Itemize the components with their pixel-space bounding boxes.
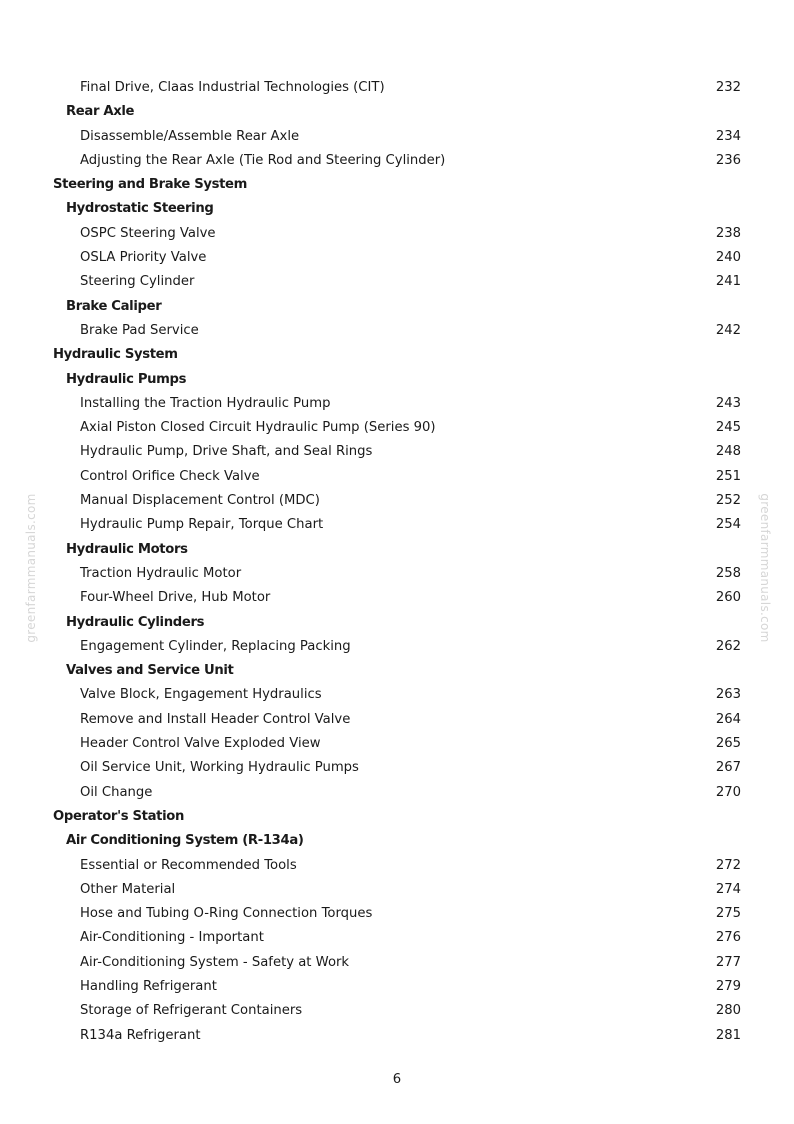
toc-entry-title: Valve Block, Engagement Hydraulics bbox=[80, 687, 322, 703]
toc-entry[interactable] bbox=[0, 246, 794, 270]
toc-entry-title: Remove and Install Header Control Valve bbox=[80, 711, 351, 727]
toc-entry-title: Disassemble/Assemble Rear Axle bbox=[80, 128, 300, 144]
toc-entry-title: Brake Caliper bbox=[66, 298, 162, 314]
toc-entry-page: 240 bbox=[715, 250, 741, 266]
toc-entry-page: 238 bbox=[715, 225, 741, 241]
toc-entry[interactable] bbox=[0, 781, 794, 805]
toc-entry[interactable] bbox=[0, 440, 794, 464]
toc-entry-page: 274 bbox=[715, 881, 741, 897]
toc-entry-title: Manual Displacement Control (MDC) bbox=[80, 493, 320, 509]
toc-entry-title: Control Orifice Check Valve bbox=[80, 468, 260, 484]
toc-entry[interactable] bbox=[0, 465, 794, 489]
toc-entry-page: 281 bbox=[715, 1027, 741, 1043]
toc-entry[interactable] bbox=[0, 854, 794, 878]
toc-entry[interactable] bbox=[0, 149, 794, 173]
toc-entry[interactable] bbox=[0, 999, 794, 1023]
toc-entry[interactable] bbox=[0, 951, 794, 975]
toc-entry-page: 252 bbox=[715, 493, 741, 509]
toc-entry[interactable] bbox=[0, 635, 794, 659]
toc-entry-page: 280 bbox=[715, 1003, 741, 1019]
toc-entry-page: 264 bbox=[715, 711, 741, 727]
toc-entry[interactable] bbox=[0, 829, 794, 853]
toc-entry[interactable] bbox=[0, 538, 794, 562]
toc-entry-page: 248 bbox=[715, 444, 741, 460]
toc-entry-title: Final Drive, Claas Industrial Technologies (CIT) bbox=[80, 80, 385, 95]
toc-entry[interactable] bbox=[0, 295, 794, 319]
toc-entry-page: 260 bbox=[715, 590, 741, 606]
toc-entry[interactable] bbox=[0, 368, 794, 392]
toc-entry[interactable] bbox=[0, 878, 794, 902]
toc-entry-page: 234 bbox=[715, 128, 741, 144]
toc-entry-title: Air Conditioning System (R-134a) bbox=[66, 833, 304, 849]
toc-entry[interactable] bbox=[0, 173, 794, 197]
toc-entry-title: Hydraulic Pumps bbox=[66, 371, 187, 387]
toc-entry-title: Steering and Brake System bbox=[53, 177, 248, 193]
toc-entry-title: Brake Pad Service bbox=[80, 322, 199, 338]
toc-entry-page: 275 bbox=[715, 906, 741, 922]
toc-entry-page: 243 bbox=[715, 395, 741, 411]
toc-entry-title: Essential or Recommended Tools bbox=[80, 857, 297, 873]
toc-entry-page: 265 bbox=[715, 736, 741, 752]
toc-entry[interactable] bbox=[0, 902, 794, 926]
toc-entry[interactable] bbox=[0, 222, 794, 246]
toc-entry[interactable] bbox=[0, 611, 794, 635]
toc-entry[interactable] bbox=[0, 732, 794, 756]
toc-entry-page: 267 bbox=[715, 760, 741, 776]
toc-entry[interactable] bbox=[0, 416, 794, 440]
toc-entry[interactable] bbox=[0, 76, 794, 100]
toc-entry-title: Air-Conditioning - Important bbox=[80, 930, 264, 946]
toc-entry-page: 242 bbox=[715, 322, 741, 338]
toc-entry-title: Other Material bbox=[80, 881, 176, 897]
toc-entry-title: Handling Refrigerant bbox=[80, 978, 217, 994]
watermark-left: greenfarmmanuals.com bbox=[24, 493, 38, 643]
toc-entry-page: 258 bbox=[715, 565, 741, 581]
toc-entry[interactable] bbox=[0, 586, 794, 610]
toc-entry-title: OSLA Priority Valve bbox=[80, 250, 207, 266]
toc-entry-page: 236 bbox=[715, 152, 741, 168]
toc-entry-title: Hydraulic System bbox=[53, 347, 178, 363]
toc-entry[interactable] bbox=[0, 975, 794, 999]
toc-entry[interactable] bbox=[0, 683, 794, 707]
toc-entry-title: Rear Axle bbox=[66, 104, 135, 120]
toc-entry-title: Axial Piston Closed Circuit Hydraulic Pump (Series 90) bbox=[80, 420, 436, 436]
toc-entry-title: Four-Wheel Drive, Hub Motor bbox=[80, 590, 271, 606]
toc-entry-page: 276 bbox=[715, 930, 741, 946]
toc-entry[interactable] bbox=[0, 489, 794, 513]
toc-entry-page: 263 bbox=[715, 687, 741, 703]
toc-entry-title: Hydraulic Cylinders bbox=[66, 614, 205, 630]
toc-entry-page: 277 bbox=[715, 954, 741, 970]
toc-entry[interactable] bbox=[0, 805, 794, 829]
page-number: 6 bbox=[392, 1072, 402, 1087]
toc-entry-page: 241 bbox=[715, 274, 741, 290]
toc-entry-page: 272 bbox=[715, 857, 741, 873]
toc-entry-title: Operator's Station bbox=[53, 808, 185, 824]
toc-entry[interactable] bbox=[0, 392, 794, 416]
toc-entry-title: Oil Change bbox=[80, 784, 153, 800]
toc-entry-title: Header Control Valve Exploded View bbox=[80, 736, 321, 752]
toc-entry[interactable] bbox=[0, 270, 794, 294]
toc-entry[interactable] bbox=[0, 708, 794, 732]
toc-entry[interactable] bbox=[0, 756, 794, 780]
toc-entry-title: Air-Conditioning System - Safety at Work bbox=[80, 954, 350, 970]
toc-entry-title: Valves and Service Unit bbox=[66, 663, 234, 679]
toc-entry-title: Hydraulic Motors bbox=[66, 541, 188, 557]
toc-entry-title: Hydraulic Pump, Drive Shaft, and Seal Rings bbox=[80, 444, 373, 460]
toc-entry-title: Engagement Cylinder, Replacing Packing bbox=[80, 638, 351, 654]
toc-entry-title: Oil Service Unit, Working Hydraulic Pumps bbox=[80, 760, 359, 776]
toc-entry-title: Storage of Refrigerant Containers bbox=[80, 1003, 303, 1019]
toc-entry[interactable] bbox=[0, 343, 794, 367]
toc-entry[interactable] bbox=[0, 319, 794, 343]
toc-entry-title: Traction Hydraulic Motor bbox=[80, 565, 242, 581]
toc-entry-title: Hydraulic Pump Repair, Torque Chart bbox=[80, 517, 324, 533]
toc-entry[interactable] bbox=[0, 562, 794, 586]
toc-entry[interactable] bbox=[0, 1024, 794, 1048]
watermark-right: greenfarmmanuals.com bbox=[758, 493, 772, 643]
toc-entry[interactable] bbox=[0, 100, 794, 124]
toc-entry-title: R134a Refrigerant bbox=[80, 1027, 201, 1043]
toc-entry-title: Hose and Tubing O-Ring Connection Torques bbox=[80, 906, 373, 922]
table-of-contents bbox=[0, 76, 794, 1048]
toc-entry-page: 270 bbox=[715, 784, 741, 800]
toc-entry[interactable] bbox=[0, 125, 794, 149]
toc-entry-title: Adjusting the Rear Axle (Tie Rod and Steering Cylinder) bbox=[80, 152, 446, 168]
toc-entry-page: 251 bbox=[715, 468, 741, 484]
toc-entry-page: 232 bbox=[715, 80, 741, 95]
toc-entry[interactable] bbox=[0, 659, 794, 683]
toc-entry-page: 254 bbox=[715, 517, 741, 533]
toc-entry-page: 279 bbox=[715, 978, 741, 994]
toc-entry-page: 262 bbox=[715, 638, 741, 654]
toc-entry[interactable] bbox=[0, 197, 794, 221]
toc-entry-title: Installing the Traction Hydraulic Pump bbox=[80, 395, 331, 411]
toc-entry-page: 245 bbox=[715, 420, 741, 436]
toc-entry[interactable] bbox=[0, 513, 794, 537]
toc-entry-title: Hydrostatic Steering bbox=[66, 201, 214, 217]
toc-entry-title: OSPC Steering Valve bbox=[80, 225, 216, 241]
toc-entry[interactable] bbox=[0, 926, 794, 950]
toc-entry-title: Steering Cylinder bbox=[80, 274, 195, 290]
